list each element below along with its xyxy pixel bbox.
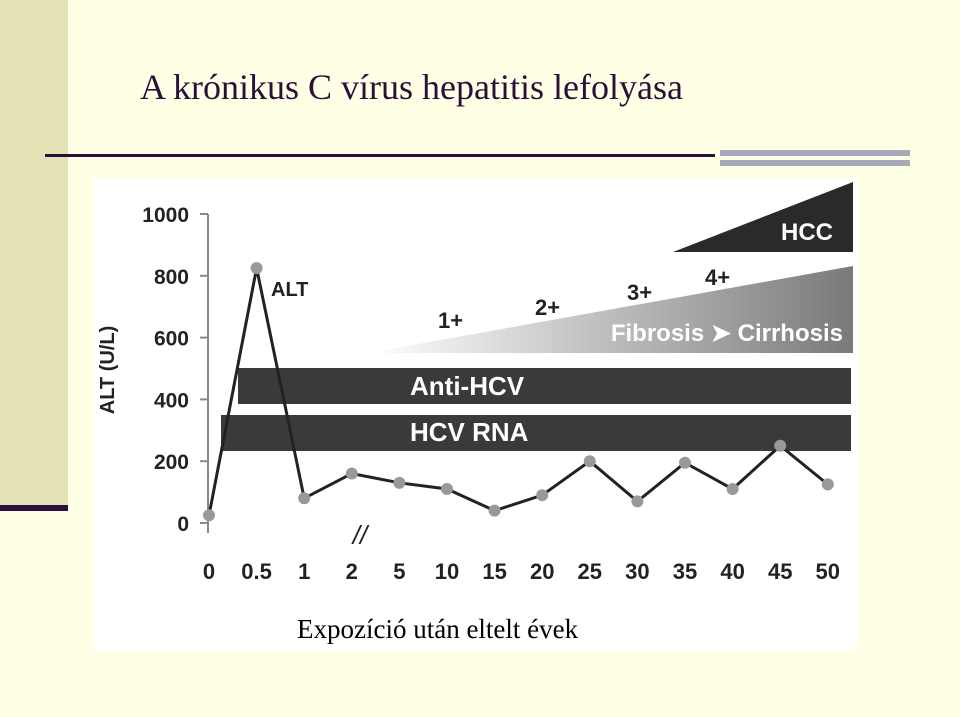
anti-hcv-band — [238, 368, 851, 404]
fibrosis-label: Fibrosis ➤ Cirrhosis — [610, 320, 843, 347]
x-tick-label: 20 — [529, 559, 555, 584]
x-tick-label: 50 — [815, 559, 841, 584]
alt-data-point — [584, 455, 596, 467]
y-tick-label: 800 — [153, 265, 189, 289]
anti-hcv-label: Anti-HCV — [410, 371, 525, 401]
y-tick-label: 0 — [177, 513, 189, 536]
alt-data-point — [298, 492, 310, 504]
hcv-rna-band — [221, 415, 851, 451]
x-axis-caption: Expozíció után eltelt évek — [297, 614, 579, 644]
x-tick-label: 40 — [720, 559, 745, 584]
y-tick-label: 200 — [153, 451, 189, 475]
hcc-label: HCC — [781, 219, 833, 246]
alt-data-point — [393, 477, 405, 489]
alt-data-point — [679, 457, 691, 469]
y-tick-label: 1000 — [142, 204, 189, 227]
alt-data-point — [727, 483, 739, 495]
x-tick-label: 1 — [298, 559, 311, 584]
side-panel — [0, 0, 68, 510]
y-tick-label: 400 — [153, 389, 189, 413]
hcv-rna-label: HCV RNA — [410, 417, 529, 447]
fibrosis-stage-3: 3+ — [627, 280, 653, 305]
x-tick-label: 35 — [672, 559, 698, 584]
alt-data-point — [203, 509, 215, 521]
y-axis-label: ALT (U/L) — [97, 325, 119, 415]
alt-data-point — [251, 262, 263, 274]
fibrosis-stage-1: 1+ — [438, 308, 464, 333]
alt-data-point — [631, 495, 643, 507]
alt-data-point — [822, 478, 834, 490]
alt-data-point — [441, 483, 453, 495]
alt-data-point — [536, 489, 548, 501]
slide-title: A krónikus C vírus hepatitis lefolyása — [140, 67, 683, 107]
x-tick-label: 25 — [577, 559, 603, 584]
x-tick-label: 0 — [202, 559, 216, 584]
y-tick-label: 600 — [153, 327, 189, 351]
fibrosis-stage-2: 2+ — [535, 295, 561, 320]
x-tick-label: 30 — [625, 559, 650, 584]
alt-data-point — [774, 440, 786, 452]
alt-data-point — [489, 505, 501, 517]
x-tick-label: 10 — [434, 559, 460, 584]
x-tick-label: 5 — [393, 559, 406, 584]
fibrosis-stage-4: 4+ — [705, 265, 731, 290]
title-rule-accent — [720, 150, 910, 156]
side-panel-edge — [0, 505, 68, 511]
alt-data-point — [346, 468, 358, 480]
alt-chart — [93, 178, 858, 650]
axis-break: // — [352, 520, 368, 550]
series-label-alt: ALT — [271, 279, 309, 301]
x-tick-label: 45 — [767, 559, 793, 584]
x-tick-label: 2 — [345, 559, 358, 584]
x-tick-label: 0.5 — [241, 559, 272, 584]
title-rule — [45, 154, 715, 157]
x-tick-label: 15 — [482, 559, 507, 584]
title-rule-accent — [720, 160, 910, 166]
